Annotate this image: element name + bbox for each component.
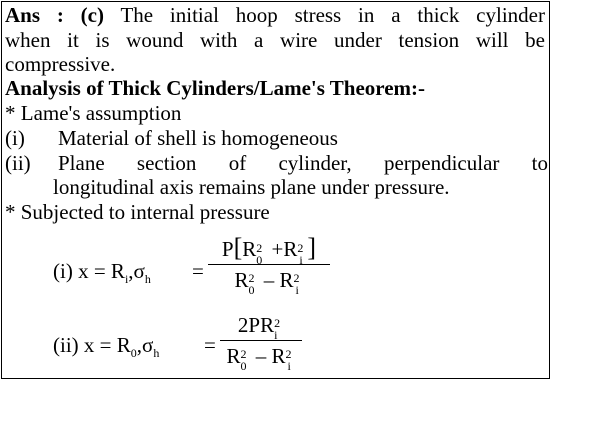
formula-1-num-p: P: [221, 237, 234, 261]
assumption-text-2-cont: longitudinal axis remains plane under pressure.: [53, 175, 450, 199]
formula-2-x: x = R: [83, 333, 131, 357]
formula-1-num-r1-sup: 2: [256, 241, 263, 255]
formula-1-equals: =: [192, 259, 204, 283]
formula-2-lhs: (ii) $x = R_0,\sigma_h$: [53, 333, 160, 361]
answer-line-2: when it is wound with a wire under tension will be: [5, 28, 545, 52]
assumption-label-1: (i): [5, 126, 25, 150]
formula-1-sigma-sub: h: [144, 272, 151, 287]
formula-1-den-r1-sub: 0: [248, 283, 255, 297]
formula-1-numerator: P[R 2 0 +R 2 i ]: [208, 232, 330, 264]
answer-line-1: [5, 3, 545, 27]
formula-2-den-r1: R: [226, 344, 241, 368]
assumption-title: * Lame's assumption: [5, 101, 182, 125]
formula-2-label: (ii): [53, 333, 79, 357]
formula-1-num-r1-sub: 0: [256, 253, 263, 267]
formula-2-num-sup: 2: [274, 316, 281, 330]
formula-2-num-sub: i: [274, 328, 278, 342]
answer-text-1: The initial hoop stress in a thick cylinder: [120, 3, 545, 27]
formula-1-fraction: [208, 232, 330, 295]
formula-2-den-minus: – R: [255, 344, 286, 368]
formula-1-num-r2-sup: 2: [297, 241, 304, 255]
formula-2-den-r1-sup: 2: [240, 347, 247, 361]
formula-1-lhs: (i) $x = R_i,\sigma_h$: [53, 259, 151, 287]
formula-2-sigma: σ: [142, 333, 154, 357]
formula-1-sigma: σ: [133, 259, 145, 283]
section-heading: Analysis of Thick Cylinders/Lame's Theorem:-: [5, 76, 426, 100]
formula-1-num-plus: +R: [271, 237, 298, 261]
answer-line-3: compressive.: [5, 52, 116, 76]
formula-1-denominator: [208, 265, 330, 295]
formula-2-den-r1-sub: 0: [240, 359, 247, 373]
formula-2-num: 2PR: [237, 313, 275, 337]
assumption-label-2: (ii): [5, 151, 31, 175]
formula-1-den-r2-sup: 2: [293, 271, 300, 285]
formula-1-den-r1-sup: 2: [248, 271, 255, 285]
formula-2-den-r2-sub: i: [287, 359, 291, 373]
formula-2-sigma-sub: h: [153, 346, 160, 361]
formula-1-num-r2-sub: i: [299, 253, 303, 267]
assumption-text-2: Plane section of cylinder, perpendicular to: [58, 151, 548, 175]
assumption-text-1: Material of shell is homogeneous: [58, 126, 338, 150]
formula-2-equals: =: [204, 333, 216, 357]
formula-1-num-r1: R: [242, 237, 257, 261]
formula-1-x: x = R: [78, 259, 125, 283]
answer-prefix: Ans : (c): [5, 3, 104, 27]
pressure-title: * Subjected to internal pressure: [5, 200, 270, 224]
formula-1-label: (i): [53, 259, 73, 283]
formula-1-den-minus: – R: [263, 268, 294, 292]
formula-2-den-r2-sup: 2: [285, 347, 292, 361]
formula-2-x-sub: 0: [130, 346, 137, 361]
formula-2-denominator: [220, 341, 302, 371]
formula-1-den-r2-sub: i: [295, 283, 299, 297]
formula-1-den-r1: R: [234, 268, 249, 292]
formula-2-fraction: [220, 310, 302, 371]
formula-2-numerator: [220, 310, 302, 340]
formula-1-x-sub: i: [124, 272, 129, 287]
